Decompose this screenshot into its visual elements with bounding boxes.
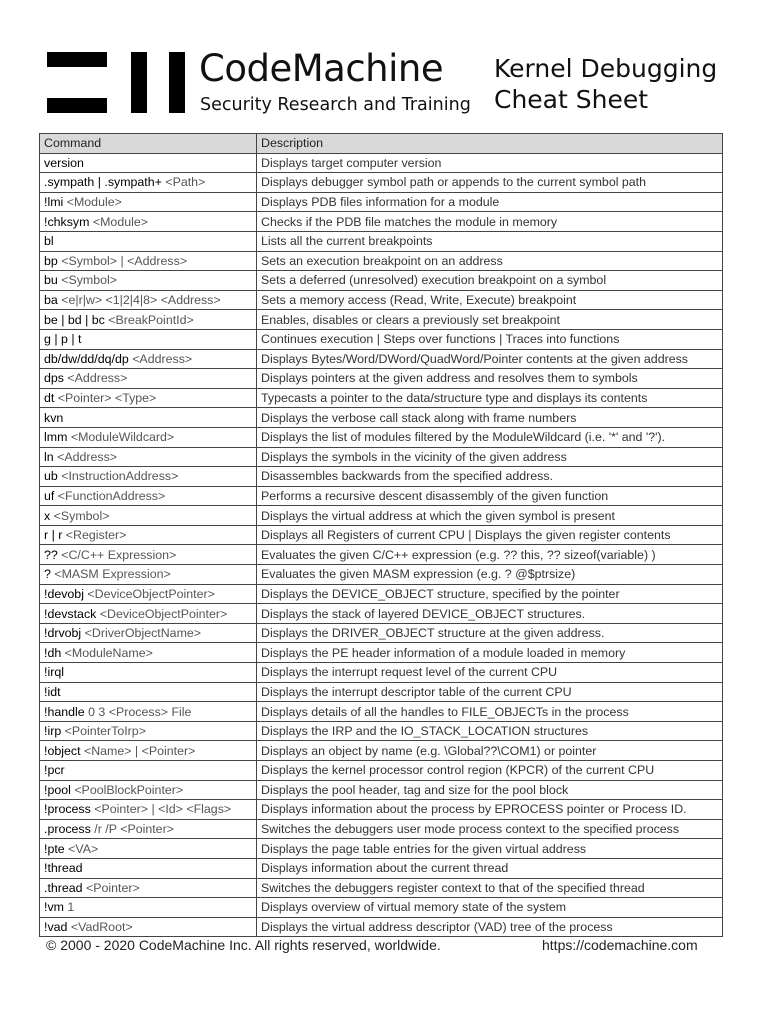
table-row bbox=[40, 643, 723, 663]
command-cell bbox=[40, 839, 257, 859]
command-arguments: <PoolBlockPointer> bbox=[70, 782, 184, 797]
table-row bbox=[40, 858, 723, 878]
command-name: be | bd | bc bbox=[44, 312, 105, 327]
command-cell bbox=[40, 917, 257, 937]
table-row bbox=[40, 565, 723, 585]
website-url: https://codemachine.com bbox=[542, 937, 698, 953]
command-arguments: <Symbol> bbox=[50, 508, 110, 523]
table-row bbox=[40, 486, 723, 506]
description-cell: Displays PDB files information for a module bbox=[257, 192, 723, 212]
table-row bbox=[40, 682, 723, 702]
description-cell: Displays the PE header information of a module loaded in memory bbox=[257, 643, 723, 663]
table-row bbox=[40, 349, 723, 369]
command-name: !handle bbox=[44, 704, 85, 719]
command-name: uf bbox=[44, 488, 55, 503]
command-cell bbox=[40, 349, 257, 369]
command-arguments: <BreakPointId> bbox=[104, 312, 194, 327]
description-cell: Displays pointers at the given address and resolves them to symbols bbox=[257, 369, 723, 389]
command-cell bbox=[40, 369, 257, 389]
command-name: .thread bbox=[44, 880, 83, 895]
command-arguments: <Address> bbox=[63, 371, 128, 386]
description-cell: Evaluates the given C/C++ expression (e.g. ?? this, ?? sizeof(variable) ) bbox=[257, 545, 723, 565]
command-cell bbox=[40, 780, 257, 800]
description-cell: Displays the list of modules filtered by the ModuleWildcard (i.e. '*' and '?'). bbox=[257, 427, 723, 447]
command-name: .sympath | .sympath+ bbox=[44, 175, 162, 190]
command-arguments: <DeviceObjectPointer> bbox=[96, 606, 228, 621]
table-row bbox=[40, 525, 723, 545]
command-arguments: <Symbol> | <Address> bbox=[57, 253, 188, 268]
command-cell bbox=[40, 721, 257, 741]
command-name: ln bbox=[44, 449, 54, 464]
command-arguments: <DriverObjectName> bbox=[81, 626, 202, 641]
command-name: dps bbox=[44, 371, 64, 386]
command-cell bbox=[40, 467, 257, 487]
table-row bbox=[40, 663, 723, 683]
command-cell bbox=[40, 388, 257, 408]
description-cell: Displays information about the current thread bbox=[257, 858, 723, 878]
command-name: !idt bbox=[44, 684, 61, 699]
command-name: !pool bbox=[44, 782, 71, 797]
command-table bbox=[39, 133, 723, 937]
description-cell: Displays the page table entries for the given virtual address bbox=[257, 839, 723, 859]
table-row bbox=[40, 761, 723, 781]
command-arguments: 1 bbox=[63, 900, 75, 915]
command-name: ?? bbox=[44, 547, 58, 562]
command-arguments: <InstructionAddress> bbox=[57, 469, 179, 484]
column-header-command: Command bbox=[40, 134, 257, 154]
command-cell bbox=[40, 408, 257, 428]
command-arguments: <Name> | <Pointer> bbox=[80, 743, 196, 758]
command-cell bbox=[40, 329, 257, 349]
command-name: .process bbox=[44, 822, 91, 837]
table-row bbox=[40, 741, 723, 761]
command-name: !thread bbox=[44, 861, 83, 876]
table-row bbox=[40, 212, 723, 232]
table-row bbox=[40, 251, 723, 271]
table-row bbox=[40, 153, 723, 173]
command-arguments: <Address> bbox=[53, 449, 118, 464]
description-cell: Displays overview of virtual memory state of the system bbox=[257, 898, 723, 918]
table-row bbox=[40, 702, 723, 722]
command-cell bbox=[40, 741, 257, 761]
table-row bbox=[40, 192, 723, 212]
command-name: !dh bbox=[44, 645, 62, 660]
command-cell bbox=[40, 584, 257, 604]
command-cell bbox=[40, 173, 257, 193]
table-row bbox=[40, 506, 723, 526]
table-row bbox=[40, 917, 723, 937]
description-cell: Lists all the current breakpoints bbox=[257, 231, 723, 251]
command-name: !devobj bbox=[44, 586, 84, 601]
footer bbox=[0, 937, 768, 957]
command-arguments: <Register> bbox=[62, 528, 127, 543]
table-row bbox=[40, 623, 723, 643]
command-arguments: <VadRoot> bbox=[67, 920, 133, 935]
command-arguments: <Address> bbox=[128, 351, 193, 366]
command-name: ? bbox=[44, 567, 51, 582]
table-row bbox=[40, 388, 723, 408]
description-cell: Displays the interrupt descriptor table of the current CPU bbox=[257, 682, 723, 702]
command-name: !drvobj bbox=[44, 626, 82, 641]
table-row bbox=[40, 173, 723, 193]
command-name: !irp bbox=[44, 724, 62, 739]
command-arguments: <MASM Expression> bbox=[50, 567, 171, 582]
command-cell bbox=[40, 506, 257, 526]
command-arguments: <Pointer> | <Id> <Flags> bbox=[90, 802, 232, 817]
command-cell bbox=[40, 153, 257, 173]
command-cell bbox=[40, 878, 257, 898]
command-name: !process bbox=[44, 802, 91, 817]
command-name: x bbox=[44, 508, 51, 523]
sheet-title-line-1: Kernel Debugging bbox=[494, 54, 718, 83]
table-row bbox=[40, 290, 723, 310]
command-name: bu bbox=[44, 273, 58, 288]
sheet-title-line-2: Cheat Sheet bbox=[494, 85, 649, 114]
command-cell bbox=[40, 447, 257, 467]
table-row bbox=[40, 467, 723, 487]
column-header-description: Description bbox=[257, 134, 723, 154]
description-cell: Displays the DEVICE_OBJECT structure, specified by the pointer bbox=[257, 584, 723, 604]
command-name: lmm bbox=[44, 430, 68, 445]
codemachine-logo-icon bbox=[47, 52, 185, 112]
description-cell: Displays the DRIVER_OBJECT structure at the given address. bbox=[257, 623, 723, 643]
command-arguments: <e|r|w> <1|2|4|8> <Address> bbox=[57, 293, 221, 308]
command-cell bbox=[40, 682, 257, 702]
command-cell bbox=[40, 623, 257, 643]
command-arguments: <VA> bbox=[64, 841, 99, 856]
command-name: db/dw/dd/dq/dp bbox=[44, 351, 129, 366]
description-cell: Displays the pool header, tag and size for the pool block bbox=[257, 780, 723, 800]
command-cell bbox=[40, 310, 257, 330]
description-cell: Displays the stack of layered DEVICE_OBJECT structures. bbox=[257, 604, 723, 624]
command-cell bbox=[40, 545, 257, 565]
table-row bbox=[40, 898, 723, 918]
command-cell bbox=[40, 800, 257, 820]
command-name: dt bbox=[44, 391, 55, 406]
description-cell: Displays all Registers of current CPU | Displays the given register contents bbox=[257, 525, 723, 545]
command-name: !vad bbox=[44, 920, 68, 935]
command-name: !chksym bbox=[44, 214, 90, 229]
table-row bbox=[40, 408, 723, 428]
command-name: g | p | t bbox=[44, 332, 82, 347]
command-name: version bbox=[44, 155, 84, 170]
description-cell: Displays the kernel processor control region (KPCR) of the current CPU bbox=[257, 761, 723, 781]
table-row bbox=[40, 427, 723, 447]
command-name: !object bbox=[44, 743, 81, 758]
description-cell: Displays information about the process by EPROCESS pointer or Process ID. bbox=[257, 800, 723, 820]
description-cell: Displays details of all the handles to FILE_OBJECTs in the process bbox=[257, 702, 723, 722]
command-cell bbox=[40, 858, 257, 878]
description-cell: Displays an object by name (e.g. \Global??\COM1) or pointer bbox=[257, 741, 723, 761]
copyright-notice: © 2000 - 2020 CodeMachine Inc. All rights reserved, worldwide. bbox=[46, 937, 441, 953]
description-cell: Sets a deferred (unresolved) execution breakpoint on a symbol bbox=[257, 271, 723, 291]
command-cell bbox=[40, 819, 257, 839]
command-arguments: <DeviceObjectPointer> bbox=[83, 586, 215, 601]
table-row bbox=[40, 310, 723, 330]
command-cell bbox=[40, 271, 257, 291]
command-name: !pcr bbox=[44, 763, 65, 778]
description-cell: Displays the virtual address descriptor (VAD) tree of the process bbox=[257, 917, 723, 937]
description-cell: Displays the verbose call stack along with frame numbers bbox=[257, 408, 723, 428]
table-row bbox=[40, 800, 723, 820]
command-cell bbox=[40, 663, 257, 683]
description-cell: Continues execution | Steps over functions | Traces into functions bbox=[257, 329, 723, 349]
description-cell: Displays debugger symbol path or appends to the current symbol path bbox=[257, 173, 723, 193]
table-row bbox=[40, 545, 723, 565]
table-row bbox=[40, 819, 723, 839]
table-row bbox=[40, 447, 723, 467]
description-cell: Disassembles backwards from the specified address. bbox=[257, 467, 723, 487]
description-cell: Displays the virtual address at which the given symbol is present bbox=[257, 506, 723, 526]
description-cell: Sets a memory access (Read, Write, Execute) breakpoint bbox=[257, 290, 723, 310]
command-cell bbox=[40, 898, 257, 918]
description-cell: Enables, disables or clears a previously set breakpoint bbox=[257, 310, 723, 330]
command-name: kvn bbox=[44, 410, 64, 425]
description-cell: Typecasts a pointer to the data/structure type and displays its contents bbox=[257, 388, 723, 408]
description-cell: Switches the debuggers register context to that of the specified thread bbox=[257, 878, 723, 898]
command-name: r | r bbox=[44, 528, 63, 543]
sheet-title bbox=[494, 53, 717, 115]
command-name: bl bbox=[44, 234, 54, 249]
command-arguments: /r /P <Pointer> bbox=[90, 822, 174, 837]
command-name: ub bbox=[44, 469, 58, 484]
command-cell bbox=[40, 192, 257, 212]
command-name: !lmi bbox=[44, 195, 64, 210]
command-arguments: <FunctionAddress> bbox=[54, 488, 166, 503]
description-cell: Displays the symbols in the vicinity of the given address bbox=[257, 447, 723, 467]
command-name: !irql bbox=[44, 665, 64, 680]
table-row bbox=[40, 604, 723, 624]
table-row bbox=[40, 231, 723, 251]
command-name: ba bbox=[44, 293, 58, 308]
description-cell: Sets an execution breakpoint on an address bbox=[257, 251, 723, 271]
table-row bbox=[40, 584, 723, 604]
command-cell bbox=[40, 251, 257, 271]
command-arguments: <ModuleName> bbox=[61, 645, 153, 660]
table-row bbox=[40, 780, 723, 800]
description-cell: Displays target computer version bbox=[257, 153, 723, 173]
description-cell: Displays Bytes/Word/DWord/QuadWord/Pointer contents at the given address bbox=[257, 349, 723, 369]
command-cell bbox=[40, 604, 257, 624]
command-arguments: <C/C++ Expression> bbox=[57, 547, 177, 562]
table-row bbox=[40, 721, 723, 741]
brand-tagline: Security Research and Training bbox=[200, 95, 471, 115]
command-name: bp bbox=[44, 253, 58, 268]
description-cell: Performs a recursive descent disassembly of the given function bbox=[257, 486, 723, 506]
command-cell bbox=[40, 702, 257, 722]
table-row bbox=[40, 878, 723, 898]
table-row bbox=[40, 329, 723, 349]
command-arguments: <PointerToIrp> bbox=[61, 724, 146, 739]
table-row bbox=[40, 271, 723, 291]
command-arguments: <Pointer> bbox=[82, 880, 140, 895]
command-arguments: <Symbol> bbox=[57, 273, 118, 288]
command-name: !devstack bbox=[44, 606, 97, 621]
command-cell bbox=[40, 427, 257, 447]
table-header-row bbox=[40, 134, 723, 154]
description-cell: Checks if the PDB file matches the module in memory bbox=[257, 212, 723, 232]
command-table-body bbox=[40, 153, 723, 937]
command-cell bbox=[40, 231, 257, 251]
command-arguments: 0 3 <Process> File bbox=[84, 704, 192, 719]
description-cell: Displays the interrupt request level of the current CPU bbox=[257, 663, 723, 683]
command-cell bbox=[40, 643, 257, 663]
header bbox=[0, 0, 768, 132]
command-cell bbox=[40, 290, 257, 310]
command-cell bbox=[40, 212, 257, 232]
command-arguments: <Pointer> <Type> bbox=[54, 391, 157, 406]
command-cell bbox=[40, 761, 257, 781]
command-arguments: <Module> bbox=[63, 195, 122, 210]
description-cell: Displays the IRP and the IO_STACK_LOCATION structures bbox=[257, 721, 723, 741]
command-cell bbox=[40, 486, 257, 506]
command-arguments: <Path> bbox=[161, 175, 206, 190]
description-cell: Evaluates the given MASM expression (e.g. ? @$ptrsize) bbox=[257, 565, 723, 585]
command-arguments: <ModuleWildcard> bbox=[67, 430, 175, 445]
command-cell bbox=[40, 525, 257, 545]
description-cell: Switches the debuggers user mode process context to the specified process bbox=[257, 819, 723, 839]
command-arguments: <Module> bbox=[89, 214, 148, 229]
command-name: !pte bbox=[44, 841, 65, 856]
table-row bbox=[40, 369, 723, 389]
brand-name: CodeMachine bbox=[199, 47, 444, 90]
command-name: !vm bbox=[44, 900, 64, 915]
table-row bbox=[40, 839, 723, 859]
command-cell bbox=[40, 565, 257, 585]
